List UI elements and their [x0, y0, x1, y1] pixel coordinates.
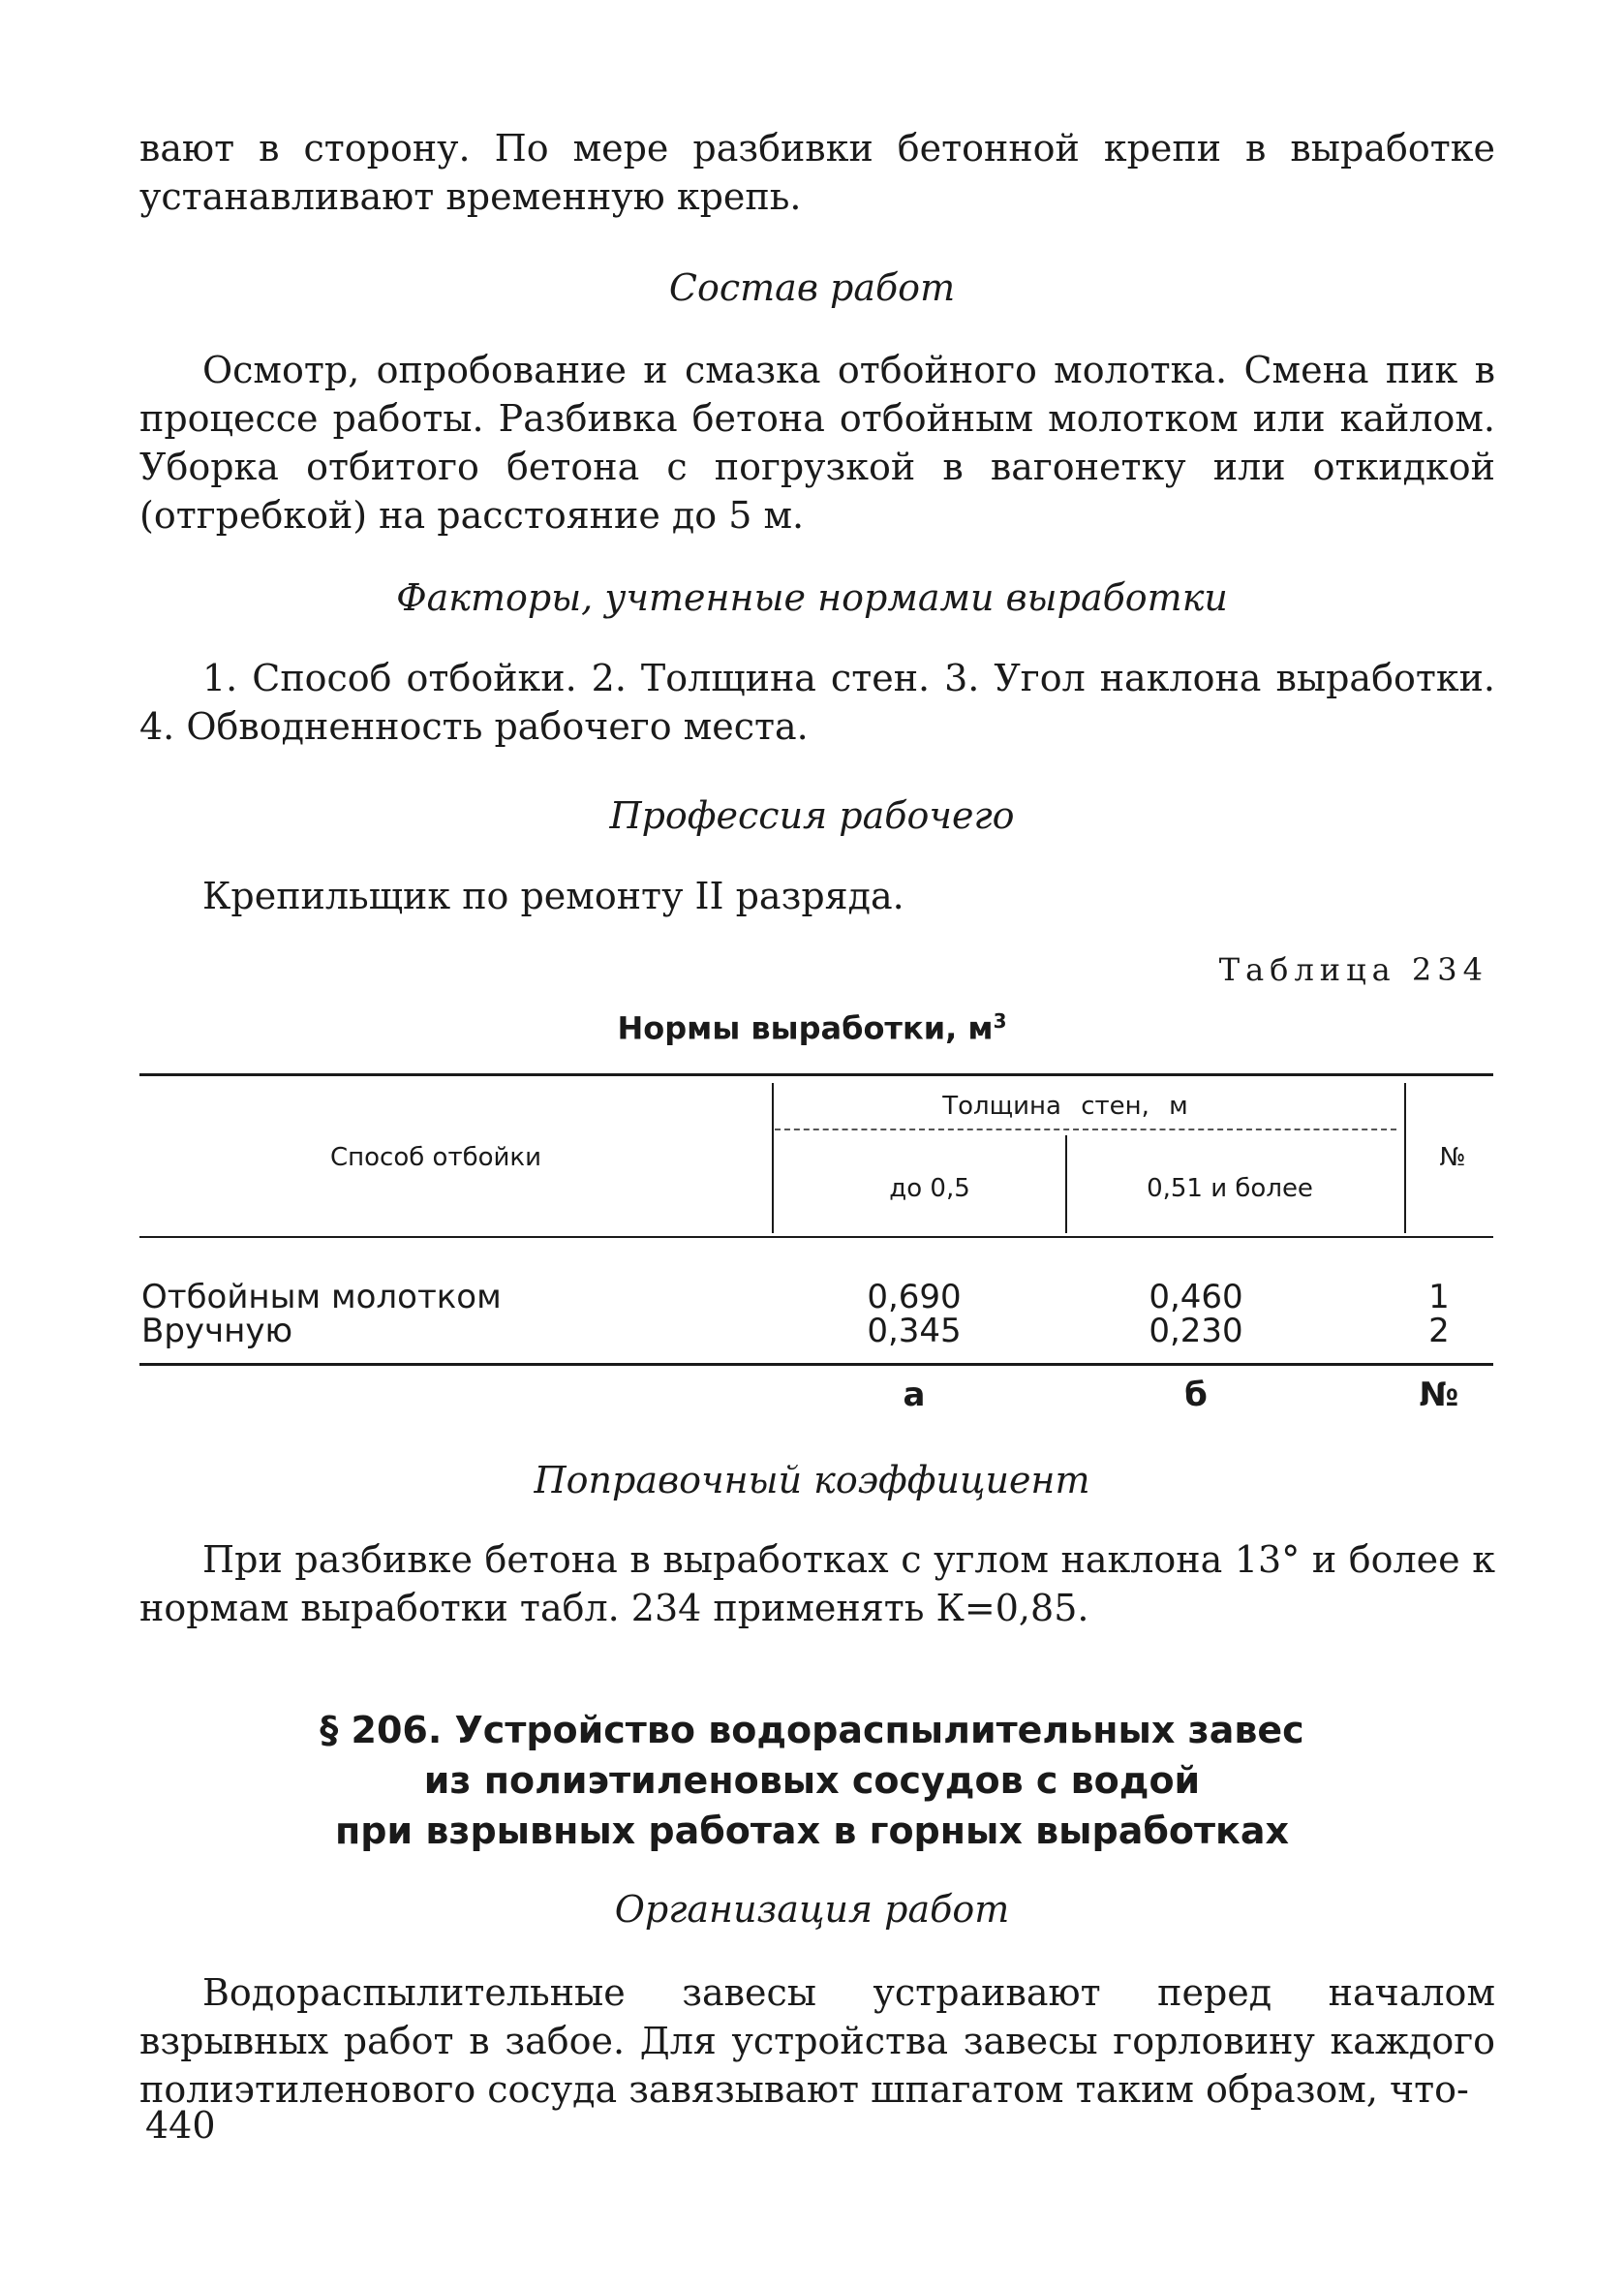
paragraph-continuation: вают в сторону. По мере разбивки бетонной крепи в выработке устанавливают временную крепь. — [139, 127, 1495, 218]
heading-profession: Профессия рабочего — [609, 794, 1015, 837]
heading-correction: Поправочный коэффициент — [534, 1459, 1090, 1501]
heading-sostav-rabot: Состав работ — [668, 266, 956, 309]
page-number: 440 — [145, 2104, 216, 2147]
header-col-b: 0,51 и более — [1147, 1174, 1313, 1203]
row2-col-a: 0,345 — [867, 1312, 962, 1350]
row2-col-b: 0,230 — [1149, 1312, 1243, 1350]
header-thickness: Толщина стен, м — [942, 1092, 1188, 1121]
row1-method: Отбойным молотком — [141, 1278, 502, 1316]
heading-organization: Организация работ — [614, 1888, 1010, 1931]
header-col-a: до 0,5 — [889, 1174, 970, 1203]
footer-col-b: б — [1184, 1376, 1208, 1414]
header-no: № — [1439, 1143, 1466, 1172]
section-title-line2: из полиэтиленовых сосудов с водой — [423, 1759, 1201, 1802]
row2-no: 2 — [1428, 1312, 1450, 1350]
header-method: Способ отбойки — [329, 1143, 542, 1172]
table-divider-method — [772, 1083, 774, 1233]
paragraph-profession: Крепильщик по ремонту II разряда. — [202, 875, 904, 917]
footer-col-a: а — [903, 1376, 926, 1414]
table-header-rule — [139, 1236, 1493, 1238]
table-top-rule — [139, 1073, 1493, 1076]
paragraph-work-composition: Осмотр, опробование и смазка отбойного молотка. Смена пик в процессе работы. Разбивка бетона отбойным молотком или кайлом. Уборка отбитого бетона с погрузкой в вагонетку или откидкой (отгребкой) на расстояние до 5 м. — [139, 349, 1495, 537]
table-subheader-rule — [775, 1129, 1396, 1130]
paragraph-organization: Водораспылительные завесы устраивают перед началом взрывных работ в забое. Для устройства завесы горловину каждого полиэтиленового сосуда завязывают шпагатом таким образом, что- — [139, 1971, 1495, 2111]
table-number: Таблица 234 — [1218, 951, 1488, 988]
paragraph-factors: 1. Способ отбойки. 2. Толщина стен. 3. Угол наклона выработки. 4. Обводненность рабочего места. — [139, 657, 1495, 748]
section-title-line1: § 206. Устройство водораспылительных завес — [320, 1709, 1304, 1751]
row1-col-b: 0,460 — [1149, 1278, 1243, 1316]
row1-no: 1 — [1428, 1278, 1450, 1316]
table-bottom-rule — [139, 1363, 1493, 1366]
heading-factors: Факторы, учтенные нормами выработки — [396, 576, 1228, 619]
paragraph-correction: При разбивке бетона в выработках с углом наклона 13° и более к нормам выработки табл. 234 применять К=0,85. — [139, 1538, 1495, 1629]
row1-col-a: 0,690 — [867, 1278, 962, 1316]
table-divider-no — [1404, 1083, 1406, 1233]
section-title — [0, 1705, 1624, 1856]
row2-method: Вручную — [141, 1312, 293, 1350]
table-divider-thickness — [1065, 1135, 1067, 1233]
section-title-line3: при взрывных работах в горных выработках — [335, 1810, 1289, 1852]
footer-no: № — [1419, 1376, 1459, 1414]
table-title: Нормы выработки, $м^3$ — [617, 1009, 1007, 1047]
